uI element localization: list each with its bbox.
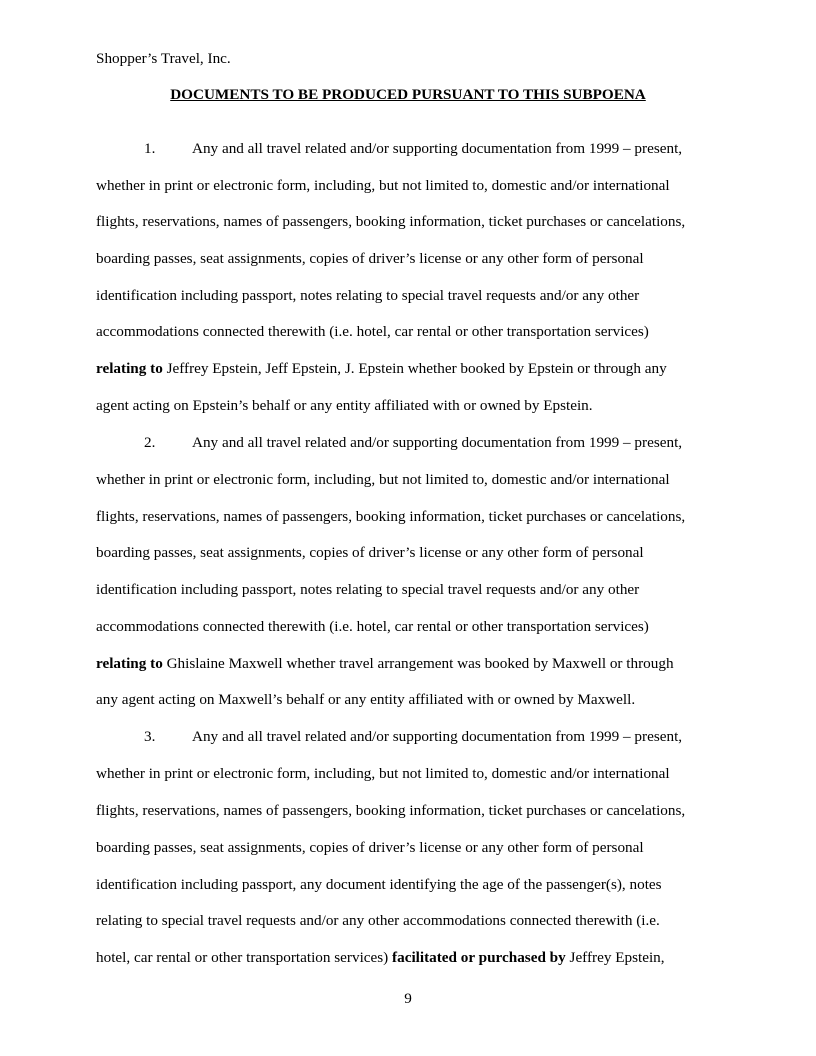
item-1-line-1 [144, 140, 682, 158]
item-3-line-2: whether in print or electronic form, including, but not limited to, domestic and/or international [96, 765, 670, 782]
item-1-line-2: whether in print or electronic form, including, but not limited to, domestic and/or international [96, 177, 670, 194]
item-1-text: Any and all travel related and/or supporting documentation from 1999 – present, [192, 140, 683, 157]
item-1-line-7 [96, 360, 667, 378]
item-1-line-6: accommodations connected therewith (i.e. hotel, car rental or other transportation services) [96, 323, 649, 340]
item-3-number: 3. [144, 728, 156, 745]
item-3-line-3: flights, reservations, names of passengers, booking information, ticket purchases or cancelations, [96, 802, 686, 819]
item-3-line-7-lead: hotel, car rental or other transportation services) [96, 949, 393, 966]
item-2-bold-phrase: relating to [96, 655, 163, 672]
item-1-number: 1. [144, 140, 156, 157]
item-2-number: 2. [144, 434, 156, 451]
item-2-line-4: boarding passes, seat assignments, copies of driver’s license or any other form of personal [96, 544, 644, 561]
item-2-line-7-rest: Ghislaine Maxwell whether travel arrangement was booked by Maxwell or through [162, 655, 674, 672]
item-1-bold-phrase: relating to [96, 360, 163, 377]
item-1-line-5: identification including passport, notes relating to special travel requests and/or any other [96, 287, 640, 304]
item-1-line-7-rest: Jeffrey Epstein, Jeff Epstein, J. Epstein whether booked by Epstein or through any [162, 360, 667, 377]
page-number: 9 [404, 990, 412, 1007]
item-2-line-1 [144, 434, 682, 452]
item-2-line-7 [96, 655, 674, 673]
item-1-line-8: agent acting on Epstein’s behalf or any entity affiliated with or owned by Epstein. [96, 397, 593, 414]
item-3-text: Any and all travel related and/or supporting documentation from 1999 – present, [192, 728, 683, 745]
item-3-line-5: identification including passport, any document identifying the age of the passenger(s), notes [96, 876, 662, 893]
item-2-line-6: accommodations connected therewith (i.e. hotel, car rental or other transportation services) [96, 618, 649, 635]
page-title: DOCUMENTS TO BE PRODUCED PURSUANT TO THIS SUBPOENA [170, 86, 646, 103]
item-3-line-7-rest: Jeffrey Epstein, [565, 949, 665, 966]
item-1-line-3: flights, reservations, names of passengers, booking information, ticket purchases or cancelations, [96, 213, 686, 230]
item-2-line-2: whether in print or electronic form, including, but not limited to, domestic and/or international [96, 471, 670, 488]
item-3-line-7 [96, 949, 665, 967]
item-1-line-4: boarding passes, seat assignments, copies of driver’s license or any other form of personal [96, 250, 644, 267]
item-3-bold-phrase: facilitated or purchased by [392, 949, 566, 966]
item-3-line-6: relating to special travel requests and/or any other accommodations connected therewith (i.e. [96, 912, 660, 929]
item-3-line-4: boarding passes, seat assignments, copies of driver’s license or any other form of personal [96, 839, 644, 856]
item-2-line-8: any agent acting on Maxwell’s behalf or any entity affiliated with or owned by Maxwell. [96, 691, 636, 708]
page-header: Shopper’s Travel, Inc. [96, 50, 231, 67]
item-2-text: Any and all travel related and/or supporting documentation from 1999 – present, [192, 434, 683, 451]
item-2-line-3: flights, reservations, names of passengers, booking information, ticket purchases or cancelations, [96, 508, 686, 525]
item-3-line-1 [144, 728, 682, 746]
item-2-line-5: identification including passport, notes relating to special travel requests and/or any other [96, 581, 640, 598]
